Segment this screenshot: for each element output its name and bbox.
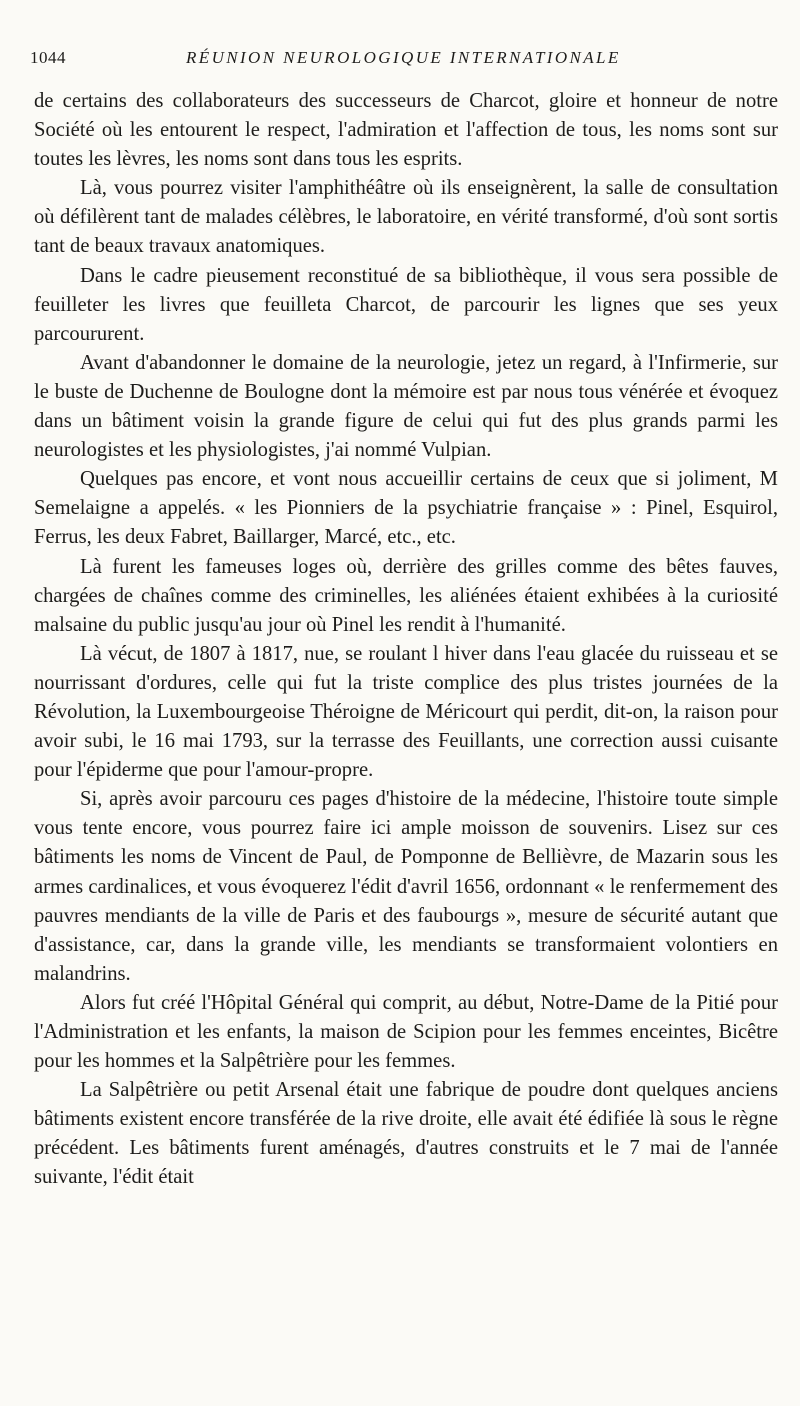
paragraph-theroigne: Là vécut, de 1807 à 1817, nue, se roulant l hiver dans l'eau glacée du ruisseau et se nourrissant d'ordures, celle qui fut la triste complice des plus tristes journées de la Révolution, la Luxembourgeoise Théroigne de Méricourt qui perdit, dit-on, la raison pour avoir subi, le 16 mai 1793, sur la terrasse des Feuillants, une correction aussi cuisante pour l'épiderme que pour l'amour-propre. xyxy=(34,642,778,782)
running-title: RÉUNION NEUROLOGIQUE INTERNATIONALE xyxy=(186,48,621,67)
body-text xyxy=(34,87,778,1193)
paragraph-continuation: de certains des collaborateurs des successeurs de Charcot, gloire et honneur de notre Société où les entourent le respect, l'admiration et l'affection de tous, les noms sont sur toutes les lèvres, les noms sont dans tous les esprits. xyxy=(34,90,778,171)
running-header xyxy=(30,48,774,76)
paragraph-salpetriere: La Salpêtrière ou petit Arsenal était une fabrique de poudre dont quelques anciens bâtiments existent encore transférée de la rive droite, elle avait été édifiée là sous le règne précédent. Les bâtiments furent aménagés, d'autres construits et le 7 mai de l'année suivante, l'édit était xyxy=(34,1079,778,1189)
paragraph-hopital-general: Alors fut créé l'Hôpital Général qui comprit, au début, Notre-Dame de la Pitié pour l'Administration et les enfants, la maison de Scipion pour les femmes enceintes, Bicêtre pour les hommes et la Salpêtrière pour les femmes. xyxy=(34,991,778,1073)
paragraph-duchenne-vulpian: Avant d'abandonner le domaine de la neurologie, jetez un regard, à l'Infirmerie, sur le buste de Duchenne de Boulogne dont la mémoire est par nous tous vénérée et évoquez dans un bâtiment voisin la grande figure de celui qui fut des plus grands parmi les neurologistes et les physiologistes, j'ai nommé Vulpian. xyxy=(34,351,778,462)
paragraph-loges: Là furent les fameuses loges où, derrière des grilles comme des bêtes fauves, chargées de chaînes comme des criminelles, les aliénées étaient exhibées à la curiosité malsaine du public jusqu'au jour où Pinel les rendit à l'humanité. xyxy=(34,555,778,636)
paragraph-bibliotheque: Dans le cadre pieusement reconstitué de sa bibliothèque, il vous sera possible de feuilleter les livres que feuilleta Charcot, de parcourir les lignes que ses yeux parcoururent. xyxy=(34,264,778,345)
paragraph-pionniers: Quelques pas encore, et vont nous accueillir certains de ceux que si joliment, M Semelaigne a appelés. « les Pionniers de la psychiatrie française » : Pinel, Esquirol, Ferrus, les deux Fabret, Baillarger, Marcé, etc., etc. xyxy=(34,468,778,549)
page-number: 1044 xyxy=(30,48,66,67)
paragraph-amphitheatre: Là, vous pourrez visiter l'amphithéâtre où ils enseignèrent, la salle de consultation où défilèrent tant de malades célèbres, le laboratoire, en vérité transformé, d'où sont sortis tant de beaux travaux anatomiques. xyxy=(34,177,778,258)
paragraph-histoire: Si, après avoir parcouru ces pages d'histoire de la médecine, l'histoire toute simple vous tente encore, vous pourrez faire ici ample moisson de souvenirs. Lisez sur ces bâtiments les noms de Vincent de Paul, de Pomponne de Bellièvre, de Mazarin sous les armes cardinalices, et vous évoquerez l'édit d'avril 1656, ordonnant « le renfermement des pauvres mendiants de la ville de Paris et des faubourgs », mesure de sécurité autant que d'assistance, car, dans la grande ville, les mendiants se transformaient volontiers en malandrins. xyxy=(34,788,778,985)
